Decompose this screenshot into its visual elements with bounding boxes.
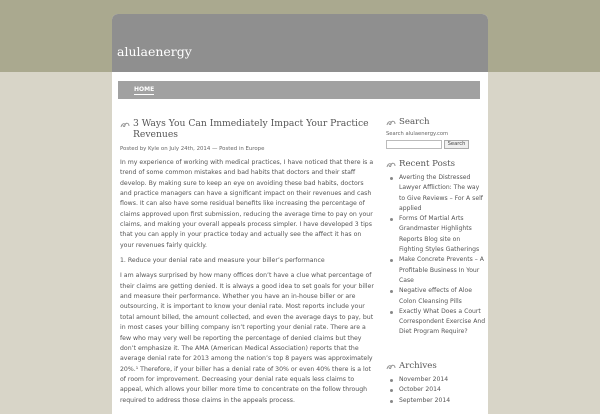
archives-title-text: Archives bbox=[399, 361, 437, 371]
recent-post-link[interactable]: Averting the Distressed Lawyer Affliction: The way to Give Reviews – For A self applied bbox=[399, 174, 483, 212]
swirl-icon bbox=[386, 119, 396, 127]
search-widget-title-text: Search bbox=[399, 117, 430, 127]
list-item bbox=[386, 385, 486, 395]
search-input[interactable] bbox=[386, 140, 442, 149]
swirl-icon bbox=[386, 363, 396, 371]
recent-post-link[interactable]: Forms Of Martial Arts Grandmaster Highlights Reports Blog site on Fighting Styles Gatherings bbox=[399, 215, 480, 254]
archive-link[interactable]: November 2014 bbox=[399, 376, 449, 383]
sidebar-recent-posts-widget bbox=[386, 159, 486, 338]
recent-post-link[interactable]: Make Concrete Prevents – A Profitable Business In Your Case bbox=[399, 256, 484, 284]
list-item bbox=[386, 286, 486, 307]
nav-item-home[interactable]: HOME bbox=[134, 86, 155, 93]
recent-posts-title-text: Recent Posts bbox=[399, 159, 456, 169]
archives-list bbox=[386, 375, 486, 406]
post-category-link[interactable]: Europe bbox=[245, 146, 265, 152]
sidebar-archives-widget bbox=[386, 361, 486, 406]
recent-post-link[interactable]: Exactly What Does a Court Correspondent Exercise And Diet Program Require? bbox=[399, 307, 486, 336]
post-header bbox=[118, 118, 376, 146]
search-button[interactable]: Search bbox=[444, 140, 469, 149]
swirl-icon bbox=[386, 161, 396, 169]
list-item bbox=[386, 307, 486, 338]
post-meta-prefix: Posted by Kyle on July 24th, 2014 — Posted in bbox=[120, 146, 244, 152]
list-item bbox=[386, 375, 486, 385]
archive-link[interactable]: October 2014 bbox=[399, 386, 441, 394]
search-row bbox=[386, 140, 486, 150]
post-paragraph: In my experience of working with medical practices, I have noticed that there is a trend of some common mistakes and bad habits that doctors and their staff develop. By making sure to keep an eye on avoiding these bad habits, doctors and practice managers can have a significant impact on their revenues and cash flows. It can also have some residual benefits like increasing the percentage of claims approved upon first submission, reducing the average time to pay on your claims, and making your overall appeals process simpler. I have developed 3 tips that you can apply in your practice today and actually see the affect it has on your revenues fairly quickly. bbox=[120, 159, 374, 249]
main-content bbox=[118, 118, 376, 404]
recent-post-link[interactable]: Negative effects of Aloe Colon Cleansing Pills bbox=[399, 287, 472, 305]
archives-title bbox=[386, 361, 486, 373]
post-paragraph: I am always surprised by how many offices don’t have a clue what percentage of their claims are getting denied. It is always a good idea to set goals for your biller and measure their performance. Whether you have an in-house biller or are outsourcing, it is important to know your denial rate. Most reports include your total amount billed, the amount collected, and even the average days to pay, but in most cases your billing company isn’t reporting your denial rate. There are a few who may very well be reporting the percentage of denied claims but they don’t emphasize it. The AMA (American Medical Association) reports that the average denial rate for 2013 among the nation’s top 8 payers was approximately 20%.¹ Therefore, if your biller has a denial rate of 30% or even 40% there is a lot of room for improvement. Decreasing your denial rate equals less claims to appeal, which allows your biller more time to concentrate on the follow through required to address those claims in the appeals process. bbox=[120, 272, 374, 404]
list-item bbox=[386, 255, 486, 286]
search-widget-title bbox=[386, 117, 486, 129]
recent-posts-title bbox=[386, 159, 486, 171]
site-header bbox=[112, 14, 488, 72]
list-item bbox=[386, 396, 486, 406]
recent-posts-list bbox=[386, 173, 486, 338]
list-item bbox=[386, 214, 486, 255]
archive-link[interactable]: September 2014 bbox=[399, 396, 451, 404]
swirl-icon bbox=[120, 121, 130, 129]
post-meta bbox=[120, 146, 264, 152]
sidebar-search-widget bbox=[386, 117, 486, 150]
search-label: Search alulaenergy.com bbox=[386, 131, 449, 137]
site-title[interactable]: alulaenergy bbox=[117, 44, 192, 59]
post-body bbox=[120, 158, 376, 411]
list-item bbox=[386, 173, 486, 214]
main-nav bbox=[118, 81, 480, 99]
post-title[interactable]: 3 Ways You Can Immediately Impact Your Practice Revenues bbox=[133, 118, 369, 140]
post-paragraph: 1. Reduce your denial rate and measure your biller’s performance bbox=[120, 257, 325, 265]
